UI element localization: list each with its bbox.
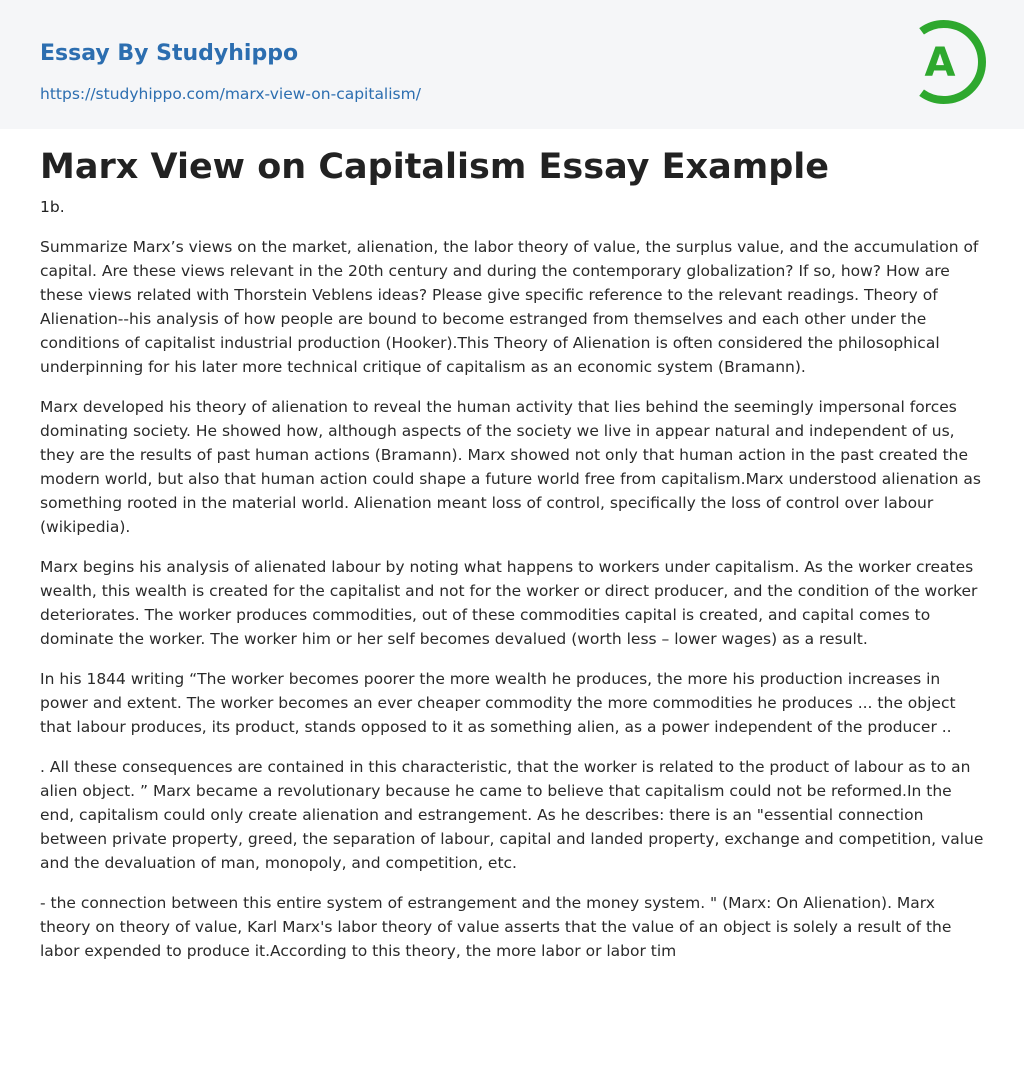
paragraph: In his 1844 writing “The worker becomes poorer the more wealth he produces, the more his production increases in power and extent. The worker becomes an ever cheaper commodity the more commodities he produces ... the object that labour produces, its product, stands opposed to it as something alien, as a power independent of the producer .. (40, 670, 956, 736)
paragraph: . All these consequences are contained in this characteristic, that the worker is related to the product of labour as to an alien object. ” Marx became a revolutionary because he came to believe that capitalism could not be reformed.In the end, capitalism could only create alienation and estrangement. As he describes: there is an "essential connection between private property, greed, the separation of labour, capital and landed property, exchange and competition, value and the devaluation of man, monopoly, and competition, etc. (40, 758, 984, 872)
logo-letter: A (924, 40, 956, 86)
paragraph: - the connection between this entire system of estrangement and the money system. " (Marx: On Alienation). Marx theory on theory of value, Karl Marx's labor theory of value asserts that the value of an object is solely a result of the labor expended to produce it.According to this theory, the more labor or labor tim (40, 894, 952, 960)
question-label: 1b. (40, 198, 65, 216)
site-header (0, 0, 1024, 129)
paragraph: Marx begins his analysis of alienated labour by noting what happens to workers under capitalism. As the worker creates wealth, this wealth is created for the capitalist and not for the worker or direct producer, and the condition of the worker deteriorates. The worker produces commodities, out of these commodities capital is created, and capital comes to dominate the worker. The worker him or her self becomes devalued (worth less – lower wages) as a result. (40, 558, 978, 648)
article (40, 140, 986, 979)
brand-title[interactable]: Essay By Studyhippo (40, 41, 299, 66)
page-title: Marx View on Capitalism Essay Example (40, 147, 830, 187)
paragraph: Summarize Marx’s views on the market, alienation, the labor theory of value, the surplus value, and the accumulation of capital. Are these views relevant in the 20th century and during the contemporary globalization? If so, how? How are these views related with Thorstein Veblens ideas? Please give specific reference to the relevant readings. Theory of Alienation--his analysis of how people are bound to become estranged from themselves and each other under the conditions of capitalist industrial production (Hooker).This Theory of Alienation is often considered the philosophical underpinning for his later more technical critique of capitalism as an economic system (Bramann). (40, 238, 979, 376)
paragraph: Marx developed his theory of alienation to reveal the human activity that lies behind the seemingly impersonal forces dominating society. He showed how, although aspects of the society we live in appear natural and independent of us, they are the results of past human actions (Bramann). Marx showed not only that human action in the past created the modern world, but also that human action could shape a future world free from capitalism.Marx understood alienation as something rooted in the material world. Alienation meant loss of control, specifically the loss of control over labour (wikipedia). (40, 398, 981, 536)
source-url-link[interactable]: https://studyhippo.com/marx-view-on-capitalism/ (40, 85, 421, 103)
studyhippo-logo-icon[interactable] (912, 18, 988, 106)
